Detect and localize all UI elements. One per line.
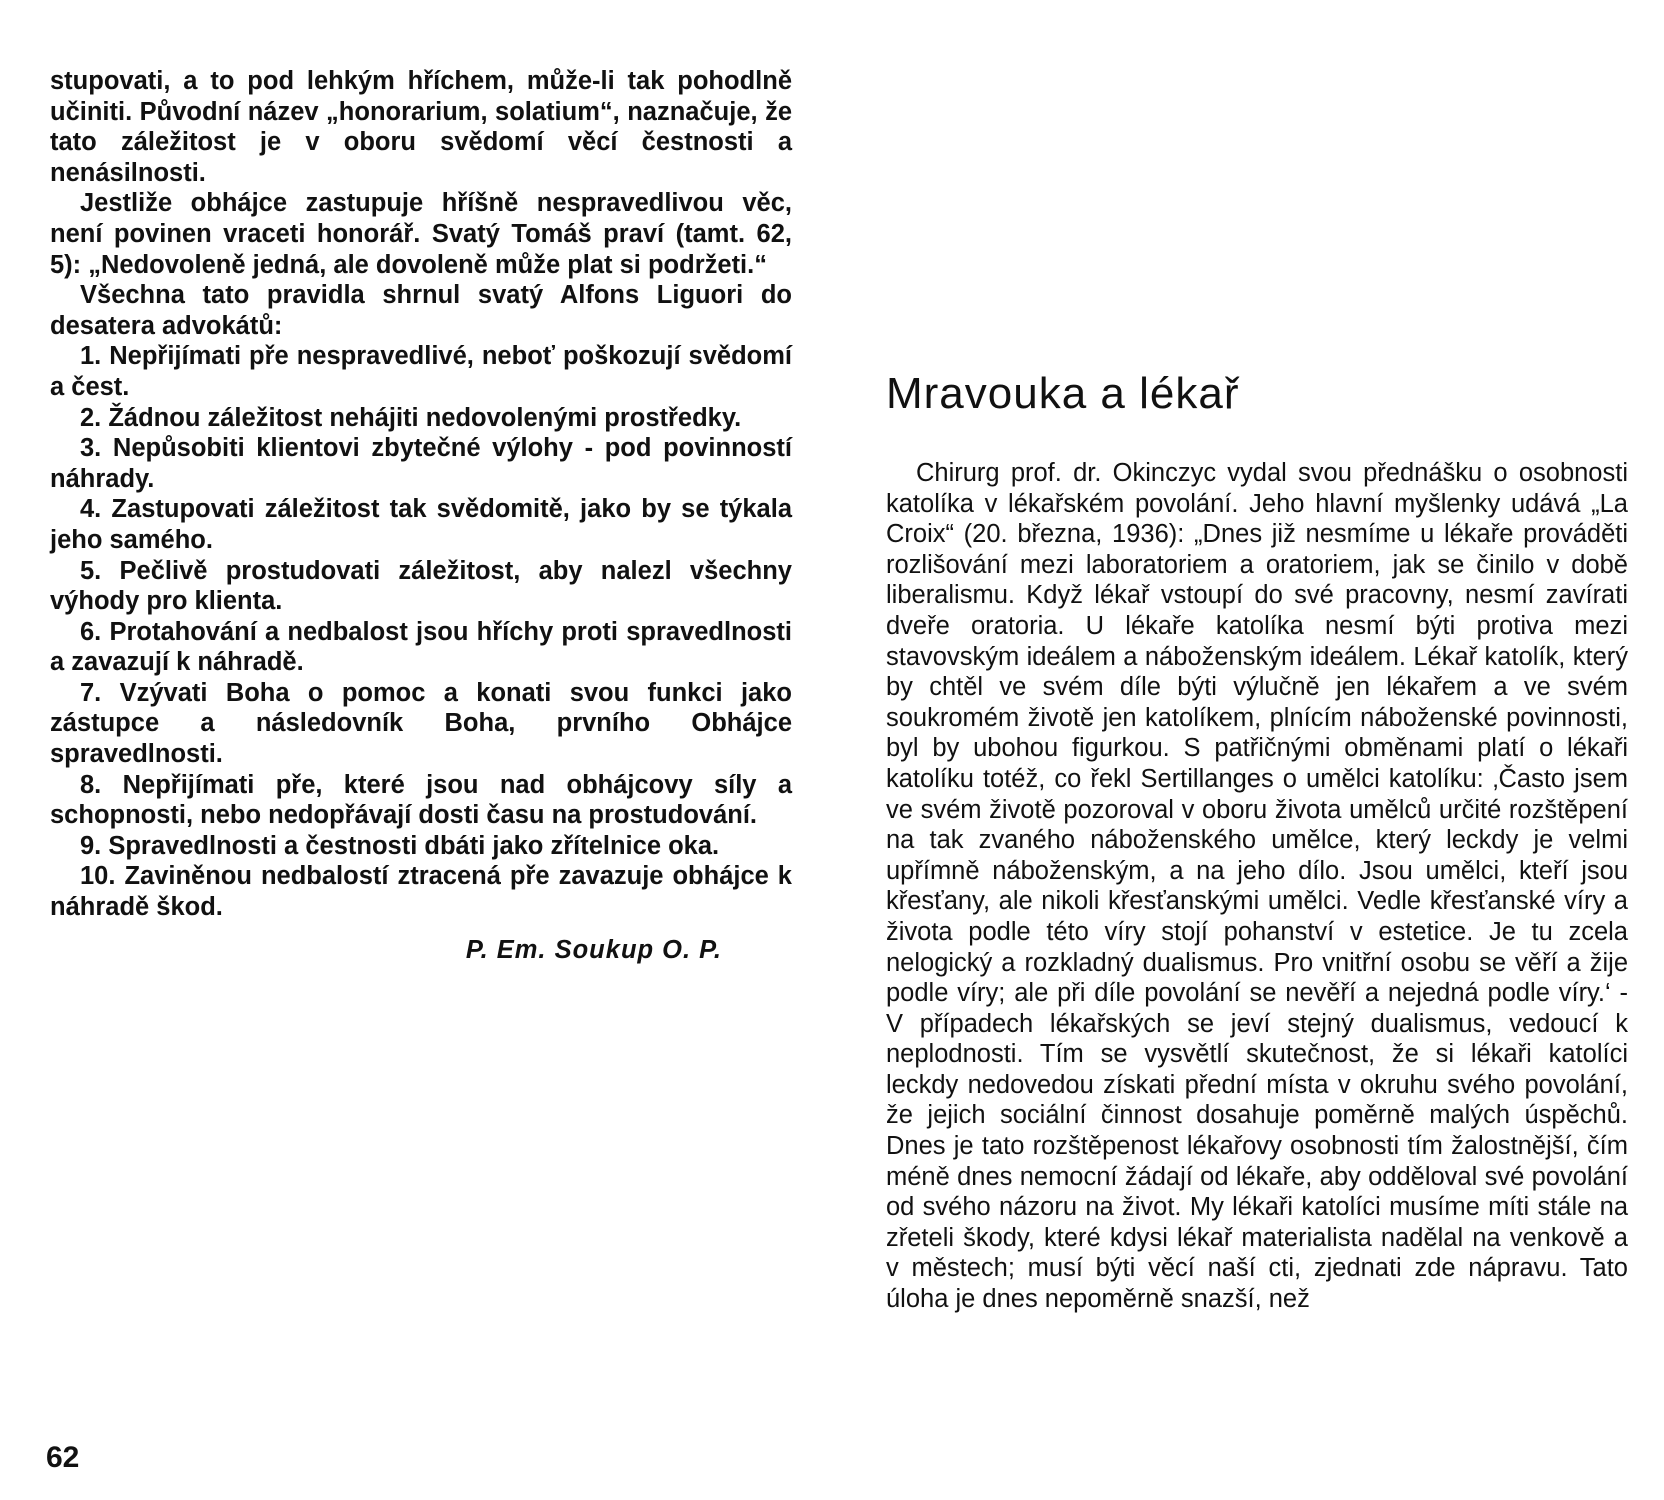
rule-item-10: 10. Zaviněnou nedbalostí ztracená pře zavazuje obhájce k náhradě škod. bbox=[50, 862, 792, 922]
rule-item-5: 5. Pečlivě prostudovati záležitost, aby nalezl všechny výhody pro klienta. bbox=[50, 556, 792, 616]
rule-item-6: 6. Protahování a nedbalost jsou hříchy proti spravedlnosti a zavazují k náhradě. bbox=[50, 617, 792, 677]
author-signature: P. Em. Soukup O. P. bbox=[465, 935, 722, 964]
paragraph-unjust-cause: Jestliže obhájce zastupuje hříšně nespravedlivou věc, není povinen vraceti honorář. Svatý Tomáš praví (tamt. 62, 5): „Nedovoleně jedná, ale dovoleně může plat si podržeti.“ bbox=[50, 189, 792, 279]
rule-item-8: 8. Nepřijímati pře, které jsou nad obhájcovy síly a schopnosti, nebo nedopřávají dosti času na prostudování. bbox=[50, 770, 792, 830]
rule-item-9: 9. Spravedlnosti a čestnosti dbáti jako zřítelnice oka. bbox=[80, 831, 720, 860]
rule-item-2: 2. Žádnou záležitost nehájiti nedovolenými prostředky. bbox=[80, 403, 742, 432]
rule-item-7: 7. Vzývati Boha o pomoc a konati svou funkci jako zástupce a následovník Boha, prvního Obhájce spravedlnosti. bbox=[50, 678, 792, 769]
article-body: Chirurg prof. dr. Okinczyc vydal svou přednášku o osobnosti katolíka v lékařském povolání. Jeho hlavní myšlenky udává „La Croix“ (20. března, 1936): „Dnes již nesmíme u lékaře prováděti rozlišování mezi laboratoriem a oratoriem, jak se činilo v době liberalismu. Když lékař vstoupí do své pracovny, nesmí zavírati dveře oratoria. U lékaře katolíka nesmí býti protiva mezi stavovským ideálem a náboženským ideálem. Lékař katolík, který by chtěl ve svém díle býti výlučně jen lékařem a ve svém soukromém životě jen katolíkem, plnícím náboženské povinnosti, byl by ubohou figurkou. S patřičnými obměnami platí o lékaři katolíku totéž, co řekl Sertillanges o umělci katolíku: ‚Často jsem ve svém životě pozoroval v oboru života umělců určité rozštěpení na tak zvaného náboženského umělce, který leckdy je velmi upřímně náboženským, a na jeho dílo. Jsou umělci, kteří jsou křesťany, ale nikoli křesťanskými umělci. Vedle křesťanské víry a života podle této víry stojí pohanství v estetice. Je tu zcela nelogický a rozkladný dualismus. Pro vnitřní osobu se věří a žije podle víry; ale při díle povolání se nevěří a nejedná podle víry.‘ - V případech lékařských se jeví stejný dualismus, vedoucí k neplodnosti. Tím se vysvětlí skutečnost, že si lékaři katolíci leckdy nedovedou získati přední místa v okruhu svého povolání, že jejich sociální činnost dosahuje poměrně malých úspěchů. Dnes je tato rozštěpenost lékařovy osobnosti tím žalostnější, čím méně dnes nemocní žádají od lékaře, aby odděloval své povolání od svého názoru na život. My lékaři katolíci musíme míti stále na zřeteli škody, které kdysi lékař materialista nadělal na venkově a v městech; musí býti věcí naší cti, zjednati zde nápravu. Tato úloha je dnes nepoměrně snazší, než bbox=[886, 459, 1628, 1314]
article-title: Mravouka a lékař bbox=[886, 369, 1240, 418]
left-column bbox=[50, 66, 792, 965]
rule-item-4: 4. Zastupovati záležitost tak svědomitě, jako by se týkala jeho samého. bbox=[50, 495, 792, 554]
page-number: 62 bbox=[46, 1441, 80, 1474]
paragraph-decalogue-intro: Všechna tato pravidla shrnul svatý Alfons Liguori do desatera advokátů: bbox=[50, 281, 792, 340]
right-column bbox=[886, 366, 1628, 1315]
rule-item-3: 3. Nepůsobiti klientovi zbytečné výlohy - pod povinností náhrady. bbox=[50, 434, 792, 493]
rule-item-1: 1. Nepřijímati pře nespravedlivé, neboť poškozují svědomí a čest. bbox=[50, 342, 792, 401]
paragraph-honorarium: stupovati, a to pod lehkým hříchem, může-li tak pohodlně učiniti. Původní název „honorarium, solatium“, naznačuje, že tato záležitost je v oboru svědomí věcí čestnosti a nenásilnosti. bbox=[50, 67, 792, 187]
